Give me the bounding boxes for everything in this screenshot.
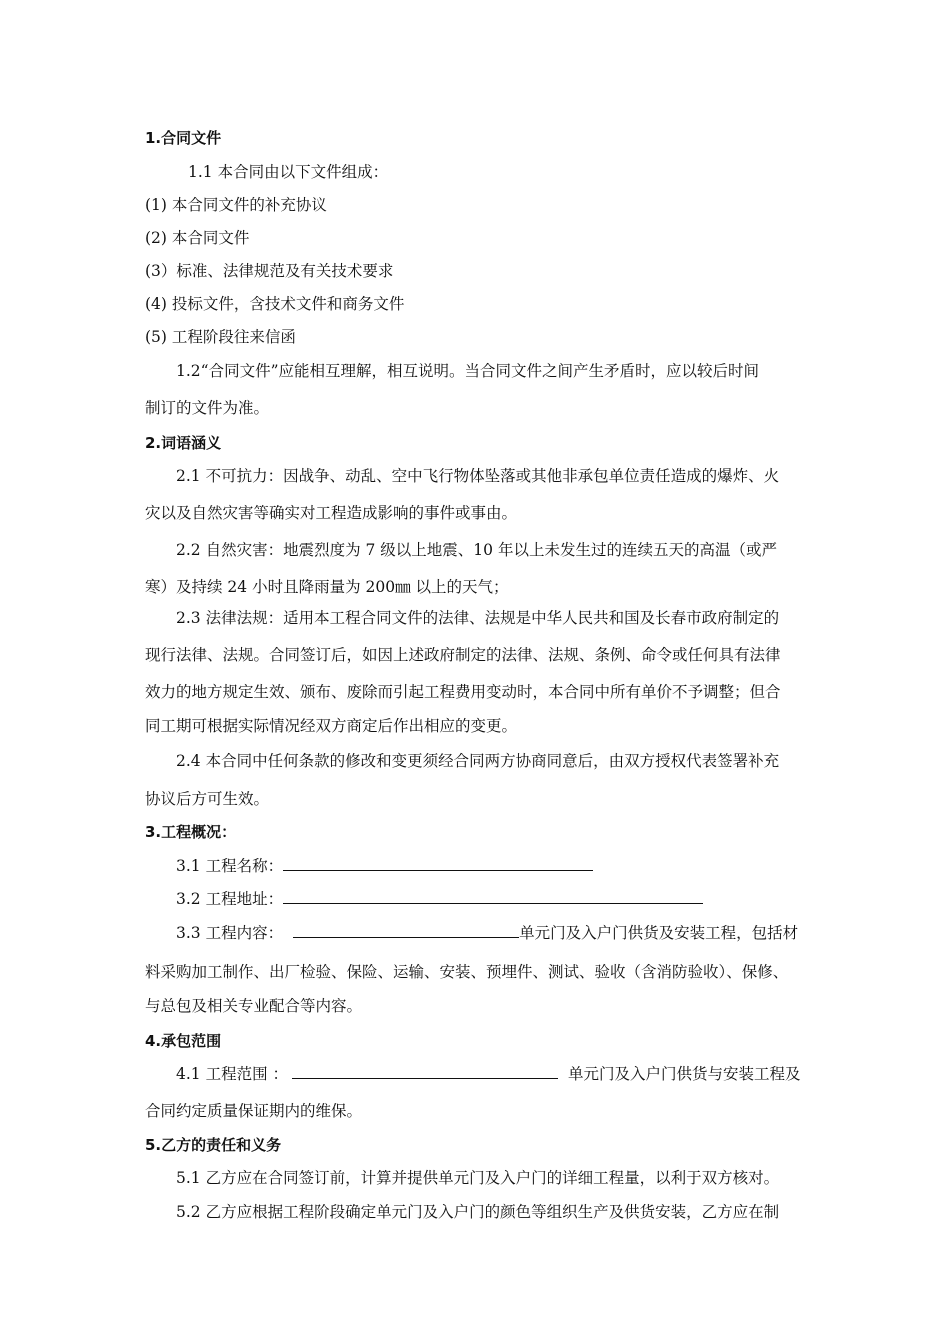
clause-2-3-line-4: 同工期可根据实际情况经双方商定后作出相应的变更。 [145, 717, 518, 735]
clause-3-1 [176, 856, 593, 876]
clause-4-1-line-2: 合同约定质量保证期内的维保。 [145, 1102, 363, 1120]
list-item-1: (1) 本合同文件的补充协议 [145, 196, 327, 214]
clause-3-3-line-3: 与总包及相关专业配合等内容。 [145, 997, 363, 1015]
clause-4-1 [176, 1064, 801, 1084]
clause-1-2-line-1: 1.2“合同文件”应能相互理解，相互说明。当合同文件之间产生矛盾时，应以较后时间 [176, 362, 760, 380]
clause-5-1: 5.1 乙方应在合同签订前，计算并提供单元门及入户门的详细工程量，以利于双方核对。 [176, 1169, 780, 1187]
project-content-blank [293, 923, 519, 938]
clause-2-3-line-1: 2.3 法律法规：适用本工程合同文件的法律、法规是中华人民共和国及长春市政府制定的 [176, 609, 780, 627]
list-item-4: (4) 投标文件，含技术文件和商务文件 [145, 295, 405, 313]
clause-2-4-line-2: 协议后方可生效。 [145, 790, 270, 808]
list-item-5: (5) 工程阶段往来信函 [145, 328, 296, 346]
clause-2-2-line-2: 寒）及持续 24 小时且降雨量为 200㎜ 以上的天气； [145, 578, 509, 596]
clause-3-2 [176, 889, 703, 909]
project-name-blank [283, 856, 593, 871]
clause-2-1-line-1: 2.1 不可抗力：因战争、动乱、空中飞行物体坠落或其他非承包单位责任造成的爆炸、火 [176, 467, 780, 485]
scope-blank [292, 1064, 558, 1079]
clause-1-1: 1.1 本合同由以下文件组成： [188, 163, 389, 181]
clause-3-3-line-2: 料采购加工制作、出厂检验、保险、运输、安装、预埋件、测试、验收（含消防验收）、保修、 [145, 963, 789, 981]
clause-2-1-line-2: 灾以及自然灾害等确实对工程造成影响的事件或事由。 [145, 504, 518, 522]
clause-2-4-line-1: 2.4 本合同中任何条款的修改和变更须经合同两方协商同意后，由双方授权代表签署补充 [176, 752, 780, 770]
section-2-heading: 2.词语涵义 [145, 434, 222, 452]
list-item-2: (2) 本合同文件 [145, 229, 250, 247]
project-name-label: 3.1 工程名称： [176, 857, 284, 875]
scope-text: 单元门及入户门供货与安装工程及 [568, 1065, 801, 1083]
project-content-label: 3.3 工程内容： [176, 924, 284, 942]
project-address-blank [283, 889, 703, 904]
project-address-label: 3.2 工程地址： [176, 890, 284, 908]
clause-2-3-line-3: 效力的地方规定生效、颁布、废除而引起工程费用变动时，本合同中所有单价不予调整；但合 [145, 683, 781, 701]
section-5-heading: 5.乙方的责任和义务 [145, 1136, 282, 1154]
section-3-heading: 3.工程概况： [145, 823, 237, 841]
scope-label: 4.1 工程范围 ： [176, 1065, 289, 1083]
clause-1-2-line-2: 制订的文件为准。 [145, 399, 270, 417]
section-4-heading: 4.承包范围 [145, 1032, 222, 1050]
clause-5-2: 5.2 乙方应根据工程阶段确定单元门及入户门的颜色等组织生产及供货安装，乙方应在制 [176, 1203, 780, 1221]
section-1-heading: 1.合同文件 [145, 129, 222, 147]
clause-3-3 [176, 923, 798, 943]
clause-2-3-line-2: 现行法律、法规。合同签订后，如因上述政府制定的法律、法规、条例、命令或任何具有法律 [145, 646, 781, 664]
clause-2-2-line-1: 2.2 自然灾害：地震烈度为 7 级以上地震、10 年以上未发生过的连续五天的高温（或严 [176, 541, 777, 559]
list-item-3: (3）标准、法律规范及有关技术要求 [145, 262, 394, 280]
project-content-text: 单元门及入户门供货及安装工程，包括材 [519, 924, 799, 942]
